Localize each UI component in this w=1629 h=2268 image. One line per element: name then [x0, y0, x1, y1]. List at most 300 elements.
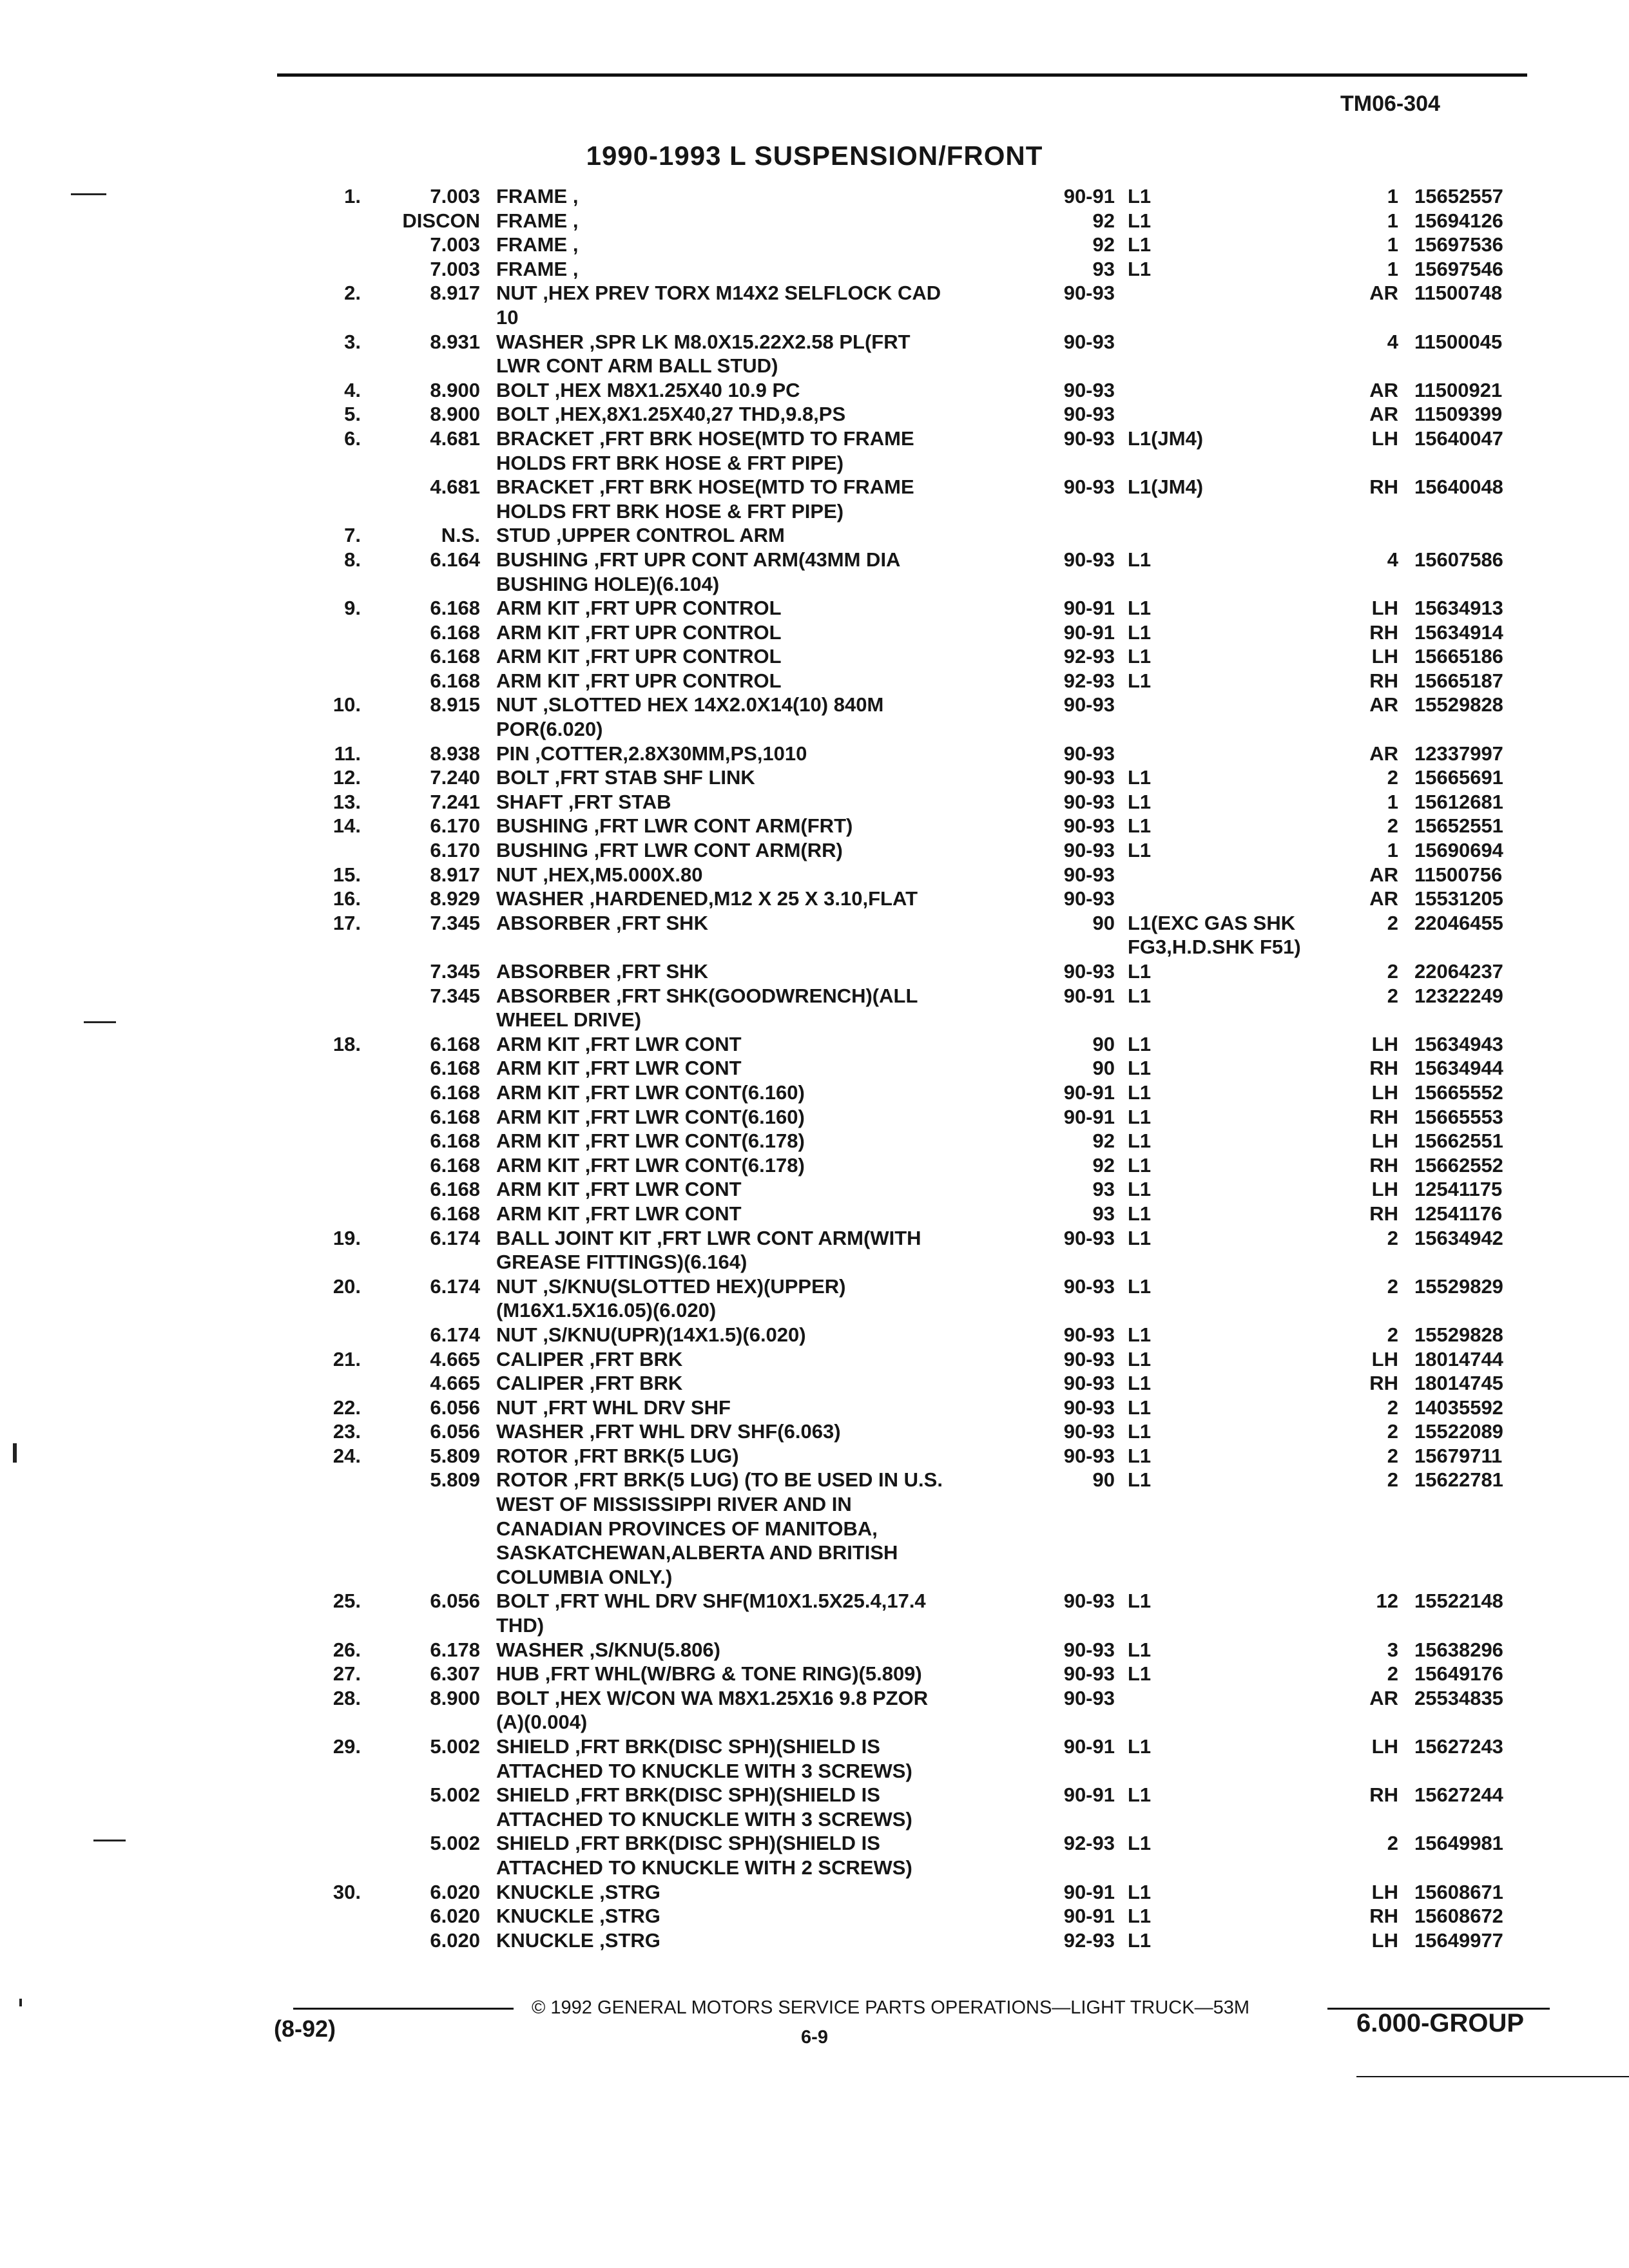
cell-year: 92-93 — [1063, 1832, 1115, 1855]
cell-qty: RH — [1369, 476, 1398, 499]
table-row — [0, 1880, 1629, 1905]
cell-year: 90-93 — [1063, 1323, 1115, 1346]
cell-group: 4.665 — [430, 1372, 480, 1395]
cell-year: 90-93 — [1063, 427, 1115, 450]
cell-item: 27. — [333, 1662, 361, 1686]
cell-desc: ARM KIT ,FRT UPR CONTROL — [496, 620, 782, 644]
cell-part: 15627243 — [1414, 1735, 1503, 1758]
cell-use: L1 — [1128, 233, 1152, 256]
cell-group: 8.900 — [430, 378, 480, 401]
cell-desc: NUT ,HEX,M5.000X.80 — [496, 863, 703, 886]
cell-use: L1 — [1128, 597, 1152, 620]
cell-group: 6.020 — [430, 1928, 480, 1952]
cell-group: 7.003 — [430, 233, 480, 256]
cell-group: 4.681 — [430, 476, 480, 499]
cell-desc: LWR CONT ARM BALL STUD) — [496, 354, 778, 378]
cell-group: 5.809 — [430, 1468, 480, 1492]
cell-group: 6.168 — [430, 1129, 480, 1153]
cell-group: 7.003 — [430, 257, 480, 280]
cell-group: 6.020 — [430, 1880, 480, 1903]
cell-qty: RH — [1369, 1202, 1398, 1225]
cell-qty: 1 — [1387, 790, 1398, 813]
cell-part: 15665187 — [1414, 669, 1503, 692]
cell-qty: LH — [1371, 1928, 1398, 1952]
cell-item: 23. — [333, 1420, 361, 1443]
cell-group: 6.168 — [430, 645, 480, 668]
table-row — [0, 281, 1629, 305]
table-row — [0, 1856, 1629, 1880]
cell-use: FG3,H.D.SHK F51) — [1128, 936, 1301, 959]
cell-group: 6.170 — [430, 839, 480, 862]
table-row — [0, 1081, 1629, 1105]
table-row — [0, 717, 1629, 742]
cell-desc: NUT ,S/KNU(SLOTTED HEX)(UPPER) — [496, 1274, 846, 1298]
cell-use: L1 — [1128, 814, 1152, 838]
cell-part: 11500921 — [1414, 378, 1503, 401]
cell-desc: ROTOR ,FRT BRK(5 LUG) (TO BE USED IN U.S. — [496, 1468, 943, 1492]
table-row — [0, 1371, 1629, 1396]
cell-desc: BOLT ,HEX,8X1.25X40,27 THD,9.8,PS — [496, 403, 846, 426]
cell-qty: LH — [1371, 427, 1398, 450]
cell-group: 6.307 — [430, 1662, 480, 1686]
cell-qty: 2 — [1387, 960, 1398, 983]
footer-rule-left — [293, 2008, 514, 2010]
cell-use: L1 — [1128, 839, 1152, 862]
table-row — [0, 1710, 1629, 1735]
cell-part: 15652557 — [1414, 185, 1503, 207]
cell-desc: FRAME , — [496, 233, 579, 256]
cell-desc: THD) — [496, 1614, 545, 1637]
table-row — [0, 1177, 1629, 1202]
cell-item: 26. — [333, 1638, 361, 1661]
cell-year: 90-93 — [1063, 693, 1115, 716]
cell-year: 90-93 — [1063, 1590, 1115, 1613]
cell-use: L1 — [1128, 766, 1152, 789]
cell-part: 15608672 — [1414, 1905, 1503, 1928]
table-row — [0, 887, 1629, 911]
table-row — [0, 523, 1629, 548]
cell-use: L1 — [1128, 1638, 1152, 1661]
table-row — [0, 742, 1629, 766]
footer-group: 6.000-GROUP — [1356, 2009, 1525, 2037]
cell-use: L1 — [1128, 1372, 1152, 1395]
cell-use: L1 — [1128, 1928, 1152, 1952]
cell-use: L1 — [1128, 209, 1152, 232]
cell-group: 6.174 — [430, 1274, 480, 1298]
cell-part: 15662551 — [1414, 1129, 1503, 1153]
cell-group: 5.002 — [430, 1832, 480, 1855]
table-row — [0, 1662, 1629, 1686]
cell-year: 90-93 — [1063, 960, 1115, 983]
table-row — [0, 1274, 1629, 1299]
cell-group: 8.938 — [430, 742, 480, 765]
cell-desc: ARM KIT ,FRT LWR CONT(6.160) — [496, 1081, 805, 1104]
cell-part: 15634944 — [1414, 1057, 1503, 1080]
cell-desc: HOLDS FRT BRK HOSE & FRT PIPE) — [496, 451, 844, 474]
cell-year: 92 — [1092, 1153, 1115, 1177]
cell-use: L1 — [1128, 669, 1152, 692]
cell-group: N.S. — [441, 524, 480, 547]
footer-date: (8-92) — [274, 2015, 336, 2042]
cell-qty: 4 — [1387, 330, 1398, 353]
cell-item: 9. — [344, 597, 361, 620]
cell-group: 7.345 — [430, 960, 480, 983]
cell-part: 15690694 — [1414, 839, 1503, 862]
cell-item: 20. — [333, 1274, 361, 1298]
cell-item: 8. — [344, 548, 361, 571]
cell-desc: ARM KIT ,FRT LWR CONT(6.178) — [496, 1153, 805, 1177]
cell-part: 15679711 — [1414, 1444, 1503, 1467]
cell-year: 90-91 — [1063, 620, 1115, 644]
table-row — [0, 1831, 1629, 1856]
cell-qty: 1 — [1387, 185, 1398, 207]
cell-part: 12541175 — [1414, 1178, 1503, 1201]
document-code: TM06-304 — [1340, 91, 1440, 116]
cell-use: L1 — [1128, 1274, 1152, 1298]
cell-year: 90-93 — [1063, 378, 1115, 401]
cell-use: L1 — [1128, 1396, 1152, 1419]
table-row — [0, 1783, 1629, 1807]
cell-part: 15640047 — [1414, 427, 1503, 450]
cell-qty: LH — [1371, 1178, 1398, 1201]
table-row — [0, 257, 1629, 282]
cell-qty: AR — [1369, 863, 1398, 886]
cell-desc: ARM KIT ,FRT LWR CONT(6.160) — [496, 1105, 805, 1128]
cell-use: L1 — [1128, 1832, 1152, 1855]
cell-qty: RH — [1369, 1153, 1398, 1177]
cell-year: 90-93 — [1063, 1444, 1115, 1467]
cell-qty: LH — [1371, 1880, 1398, 1903]
cell-desc: BOLT ,HEX W/CON WA M8X1.25X16 9.8 PZOR — [496, 1686, 929, 1709]
cell-desc: ARM KIT ,FRT LWR CONT — [496, 1032, 742, 1055]
cell-use: L1 — [1128, 1905, 1152, 1928]
cell-qty: LH — [1371, 1032, 1398, 1055]
cell-group: 5.809 — [430, 1444, 480, 1467]
table-row — [0, 1735, 1629, 1759]
cell-qty: 2 — [1387, 1396, 1398, 1419]
cell-year: 90-93 — [1063, 1396, 1115, 1419]
cell-part: 15634914 — [1414, 620, 1503, 644]
cell-desc: SHAFT ,FRT STAB — [496, 790, 671, 813]
cell-item: 4. — [344, 378, 361, 401]
cell-desc: PIN ,COTTER,2.8X30MM,PS,1010 — [496, 742, 807, 765]
cell-use: L1 — [1128, 1081, 1152, 1104]
cell-item: 22. — [333, 1396, 361, 1419]
table-row — [0, 572, 1629, 597]
cell-qty: 1 — [1387, 839, 1398, 862]
table-row — [0, 378, 1629, 403]
cell-group: 6.168 — [430, 1057, 480, 1080]
cell-use: L1 — [1128, 1323, 1152, 1346]
table-row — [0, 1613, 1629, 1638]
cell-item: 18. — [333, 1032, 361, 1055]
cell-use: L1 — [1128, 645, 1152, 668]
cell-use: L1(JM4) — [1128, 476, 1204, 499]
table-row — [0, 1565, 1629, 1590]
cell-item: 11. — [334, 742, 361, 765]
cell-part: 14035592 — [1414, 1396, 1503, 1419]
cell-item: 5. — [344, 403, 361, 426]
cell-desc: ARM KIT ,FRT LWR CONT — [496, 1202, 742, 1225]
cell-year: 93 — [1092, 1178, 1115, 1201]
cell-year: 90-93 — [1063, 548, 1115, 571]
cell-group: 6.056 — [430, 1420, 480, 1443]
table-row — [0, 1347, 1629, 1372]
table-row — [0, 911, 1629, 936]
cell-year: 92 — [1092, 209, 1115, 232]
cell-group: 5.002 — [430, 1735, 480, 1758]
cell-use: L1 — [1128, 257, 1152, 280]
cell-part: 15662552 — [1414, 1153, 1503, 1177]
cell-desc: BOLT ,FRT STAB SHF LINK — [496, 766, 755, 789]
cell-item: 19. — [333, 1226, 361, 1249]
cell-year: 90-93 — [1063, 1372, 1115, 1395]
cell-year: 90 — [1092, 1032, 1115, 1055]
cell-group: 8.929 — [430, 887, 480, 910]
cell-year: 90-93 — [1063, 839, 1115, 862]
table-row — [0, 814, 1629, 838]
cell-item: 2. — [344, 282, 361, 305]
table-row — [0, 1202, 1629, 1226]
cell-use: L1 — [1128, 1032, 1152, 1055]
cell-part: 15638296 — [1414, 1638, 1503, 1661]
table-row — [0, 1323, 1629, 1347]
cell-use: L1 — [1128, 1105, 1152, 1128]
cell-group: 7.003 — [430, 185, 480, 207]
cell-part: 15634943 — [1414, 1032, 1503, 1055]
table-row — [0, 959, 1629, 984]
cell-desc: BOLT ,FRT WHL DRV SHF(M10X1.5X25.4,17.4 — [496, 1590, 926, 1613]
cell-desc: NUT ,FRT WHL DRV SHF — [496, 1396, 731, 1419]
cell-group: 6.168 — [430, 1202, 480, 1225]
cell-group: 6.168 — [430, 1178, 480, 1201]
cell-year: 92-93 — [1063, 645, 1115, 668]
cell-year: 90-91 — [1063, 1783, 1115, 1807]
cell-use: L1 — [1128, 790, 1152, 813]
cell-year: 90-93 — [1063, 1274, 1115, 1298]
cell-item: 17. — [333, 911, 361, 934]
cell-year: 90-93 — [1063, 1226, 1115, 1249]
cell-year: 90-93 — [1063, 1662, 1115, 1686]
cell-part: 15529829 — [1414, 1274, 1503, 1298]
cell-qty: AR — [1369, 887, 1398, 910]
cell-year: 90 — [1092, 911, 1115, 934]
page-title: 1990-1993 L SUSPENSION/FRONT — [586, 140, 1043, 171]
cell-year: 90-93 — [1063, 887, 1115, 910]
cell-use: L1 — [1128, 185, 1152, 207]
cell-year: 93 — [1092, 1202, 1115, 1225]
cell-desc: ABSORBER ,FRT SHK — [496, 911, 708, 934]
cell-desc: KNUCKLE ,STRG — [496, 1905, 660, 1928]
cell-use: L1 — [1128, 984, 1152, 1007]
footer-page-number: 6-9 — [801, 2027, 828, 2048]
table-row — [0, 402, 1629, 427]
cell-qty: 2 — [1387, 1468, 1398, 1492]
cell-item: 16. — [333, 887, 361, 910]
cell-year: 90-93 — [1063, 1686, 1115, 1709]
cell-desc: ARM KIT ,FRT UPR CONTROL — [496, 645, 782, 668]
cell-part: 15608671 — [1414, 1880, 1503, 1903]
cell-year: 90-93 — [1063, 1347, 1115, 1370]
cell-group: 8.917 — [430, 863, 480, 886]
cell-year: 90-91 — [1063, 185, 1115, 207]
cell-qty: LH — [1371, 597, 1398, 620]
cell-part: 12541176 — [1414, 1202, 1503, 1225]
cell-year: 92 — [1092, 1129, 1115, 1153]
cell-group: 6.168 — [430, 1105, 480, 1128]
cell-part: 15665552 — [1414, 1081, 1503, 1104]
table-row — [0, 1153, 1629, 1178]
cell-use: L1 — [1128, 1444, 1152, 1467]
table-row — [0, 863, 1629, 887]
cell-qty: 1 — [1387, 209, 1398, 232]
cell-group: 6.178 — [430, 1638, 480, 1661]
scan-mark — [84, 1021, 116, 1023]
cell-qty: 2 — [1387, 1444, 1398, 1467]
cell-group: 6.056 — [430, 1590, 480, 1613]
table-row — [0, 184, 1629, 209]
scan-mark — [93, 1840, 126, 1841]
cell-qty: 3 — [1387, 1638, 1398, 1661]
cell-item: 7. — [344, 524, 361, 547]
table-row — [0, 596, 1629, 620]
cell-part: 15665553 — [1414, 1105, 1503, 1128]
cell-qty: RH — [1369, 1783, 1398, 1807]
cell-item: 15. — [333, 863, 361, 886]
cell-year: 90-91 — [1063, 1105, 1115, 1128]
cell-desc: ARM KIT ,FRT LWR CONT — [496, 1057, 742, 1080]
cell-desc: SHIELD ,FRT BRK(DISC SPH)(SHIELD IS — [496, 1783, 880, 1807]
cell-desc: ROTOR ,FRT BRK(5 LUG) — [496, 1444, 739, 1467]
cell-year: 90-91 — [1063, 1735, 1115, 1758]
cell-group: 6.174 — [430, 1323, 480, 1346]
cell-desc: BUSHING ,FRT LWR CONT ARM(FRT) — [496, 814, 853, 838]
cell-desc: CALIPER ,FRT BRK — [496, 1347, 683, 1370]
cell-qty: 4 — [1387, 548, 1398, 571]
cell-use: L1 — [1128, 1880, 1152, 1903]
cell-part: 11500045 — [1414, 330, 1503, 353]
scan-mark — [19, 1999, 22, 2006]
cell-qty: 2 — [1387, 766, 1398, 789]
cell-group: 7.345 — [430, 911, 480, 934]
cell-qty: RH — [1369, 669, 1398, 692]
cell-year: 92 — [1092, 233, 1115, 256]
cell-part: 15612681 — [1414, 790, 1503, 813]
cell-year: 90-91 — [1063, 597, 1115, 620]
cell-desc: NUT ,HEX PREV TORX M14X2 SELFLOCK CAD — [496, 282, 941, 305]
cell-desc: BUSHING HOLE)(6.104) — [496, 572, 720, 595]
cell-desc: SHIELD ,FRT BRK(DISC SPH)(SHIELD IS — [496, 1735, 880, 1758]
cell-desc: COLUMBIA ONLY.) — [496, 1565, 673, 1588]
cell-desc: WASHER ,S/KNU(5.806) — [496, 1638, 720, 1661]
cell-year: 90-93 — [1063, 330, 1115, 353]
cell-item: 21. — [333, 1347, 361, 1370]
cell-part: 22046455 — [1414, 911, 1503, 934]
cell-desc: KNUCKLE ,STRG — [496, 1880, 660, 1903]
cell-group: 7.241 — [430, 790, 480, 813]
table-row — [0, 451, 1629, 476]
cell-use: L1(JM4) — [1128, 427, 1204, 450]
cell-group: 6.168 — [430, 1153, 480, 1177]
cell-desc: WHEEL DRIVE) — [496, 1008, 642, 1032]
cell-part: 15697546 — [1414, 257, 1503, 280]
cell-desc: ATTACHED TO KNUCKLE WITH 2 SCREWS) — [496, 1856, 912, 1879]
cell-year: 90-93 — [1063, 403, 1115, 426]
cell-desc: BRACKET ,FRT BRK HOSE(MTD TO FRAME — [496, 427, 914, 450]
cell-desc: 10 — [496, 305, 519, 329]
cell-part: 15607586 — [1414, 548, 1503, 571]
cell-desc: ATTACHED TO KNUCKLE WITH 3 SCREWS) — [496, 1807, 912, 1831]
cell-part: 11509399 — [1414, 403, 1503, 426]
cell-part: 15649981 — [1414, 1832, 1503, 1855]
cell-desc: SHIELD ,FRT BRK(DISC SPH)(SHIELD IS — [496, 1832, 880, 1855]
cell-item: 1. — [344, 185, 361, 207]
cell-qty: 2 — [1387, 1226, 1398, 1249]
cell-group: 5.002 — [430, 1783, 480, 1807]
table-row — [0, 1541, 1629, 1565]
cell-desc: CANADIAN PROVINCES OF MANITOBA, — [496, 1517, 878, 1540]
cell-year: 90-93 — [1063, 814, 1115, 838]
cell-group: 6.174 — [430, 1226, 480, 1249]
table-row — [0, 1492, 1629, 1517]
cell-part: 22064237 — [1414, 960, 1503, 983]
cell-use: L1 — [1128, 1202, 1152, 1225]
parts-list — [0, 184, 1629, 1952]
table-row — [0, 1105, 1629, 1129]
cell-part: 11500756 — [1414, 863, 1503, 886]
cell-year: 90-91 — [1063, 984, 1115, 1007]
cell-group: 7.345 — [430, 984, 480, 1007]
cell-year: 90-91 — [1063, 1880, 1115, 1903]
cell-part: 15640048 — [1414, 476, 1503, 499]
cell-desc: ARM KIT ,FRT UPR CONTROL — [496, 669, 782, 692]
cell-use: L1 — [1128, 1153, 1152, 1177]
cell-desc: WEST OF MISSISSIPPI RIVER AND IN — [496, 1493, 852, 1516]
cell-item: 14. — [333, 814, 361, 838]
cell-part: 11500748 — [1414, 282, 1503, 305]
cell-desc: NUT ,SLOTTED HEX 14X2.0X14(10) 840M — [496, 693, 884, 716]
cell-use: L1(EXC GAS SHK — [1128, 911, 1296, 934]
cell-use: L1 — [1128, 620, 1152, 644]
cell-desc: GREASE FITTINGS)(6.164) — [496, 1251, 747, 1274]
cell-year: 90-93 — [1063, 863, 1115, 886]
cell-desc: BUSHING ,FRT LWR CONT ARM(RR) — [496, 839, 843, 862]
table-row — [0, 1904, 1629, 1928]
cell-qty: LH — [1371, 1735, 1398, 1758]
cell-part: 15622781 — [1414, 1468, 1503, 1492]
cell-part: 12322249 — [1414, 984, 1503, 1007]
cell-qty: 1 — [1387, 257, 1398, 280]
cell-group: 8.917 — [430, 282, 480, 305]
cell-desc: ARM KIT ,FRT LWR CONT — [496, 1178, 742, 1201]
cell-qty: LH — [1371, 645, 1398, 668]
cell-year: 90-93 — [1063, 790, 1115, 813]
table-row — [0, 209, 1629, 233]
cell-qty: 2 — [1387, 1832, 1398, 1855]
table-row — [0, 1032, 1629, 1057]
table-row — [0, 1226, 1629, 1251]
cell-qty: 12 — [1376, 1590, 1398, 1613]
table-row — [0, 475, 1629, 499]
table-row — [0, 1396, 1629, 1420]
cell-part: 15522089 — [1414, 1420, 1503, 1443]
cell-part: 15529828 — [1414, 693, 1503, 716]
cell-group: 6.020 — [430, 1905, 480, 1928]
cell-use: L1 — [1128, 1590, 1152, 1613]
cell-qty: AR — [1369, 378, 1398, 401]
scan-mark — [13, 1443, 17, 1463]
cell-part: 15649176 — [1414, 1662, 1503, 1686]
